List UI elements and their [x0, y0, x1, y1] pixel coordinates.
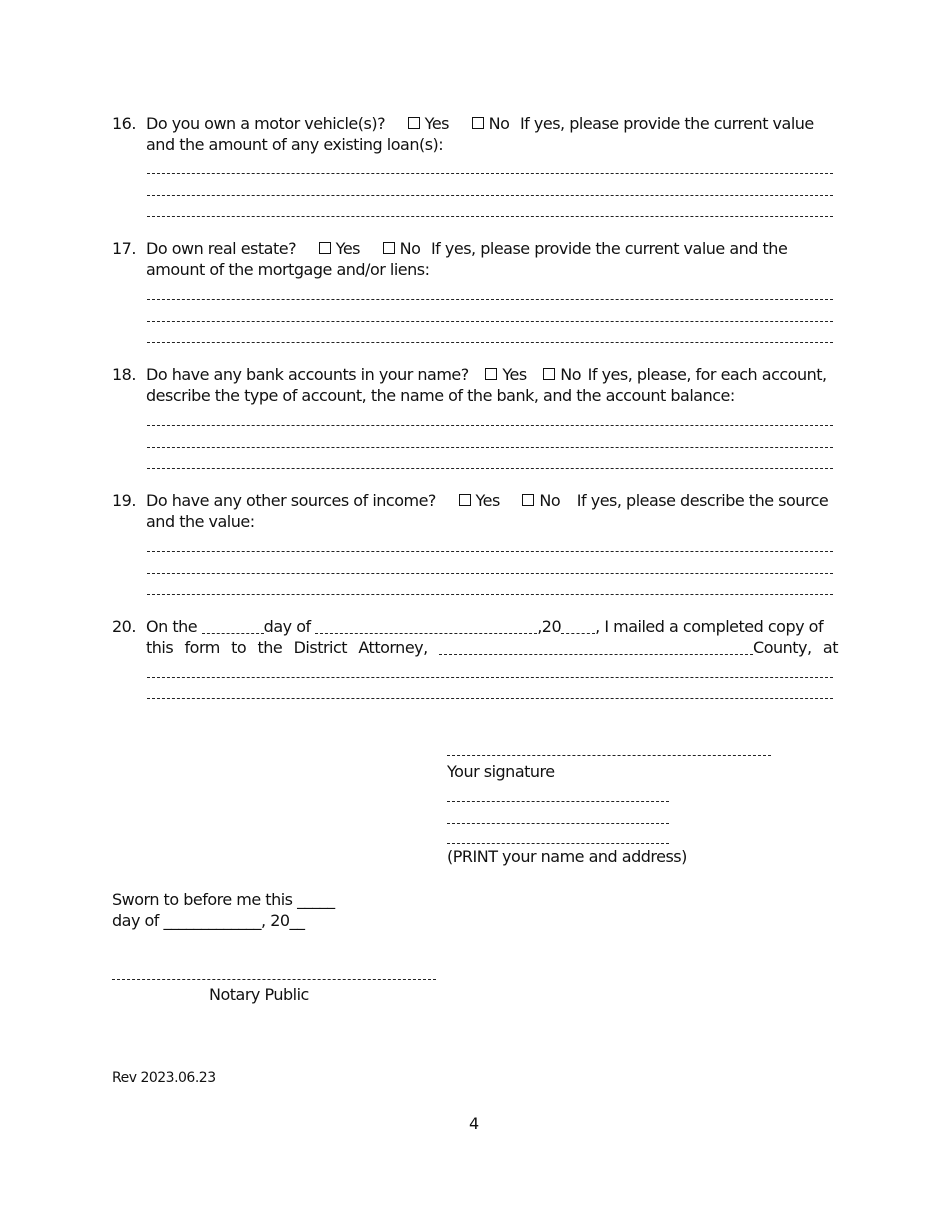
signature-line[interactable] [447, 755, 771, 756]
notary-signature-line[interactable] [112, 979, 436, 980]
month-blank[interactable] [315, 619, 537, 634]
print-name-address-label: (PRINT your name and address) [447, 847, 687, 866]
county-blank[interactable] [439, 640, 753, 655]
sworn-line-1: Sworn to before me this _____ [112, 890, 335, 909]
answer-line[interactable] [147, 447, 833, 448]
question-text-continued: describe the type of account, the name of the bank, and the account balance: [146, 386, 735, 405]
question-number: 20. [112, 617, 136, 636]
answer-line[interactable] [147, 342, 833, 343]
yes-checkbox[interactable]: Yes [485, 365, 526, 384]
question-number: 18. [112, 365, 136, 384]
question-prefix: Do you own a motor vehicle(s)? [146, 114, 386, 133]
year-blank[interactable] [561, 619, 595, 634]
answer-line[interactable] [147, 573, 833, 574]
yes-checkbox[interactable]: Yes [408, 114, 449, 133]
no-checkbox[interactable]: No [543, 365, 581, 384]
q20-on-the: On the [146, 617, 198, 636]
no-checkbox[interactable]: No [472, 114, 510, 133]
print-address-line[interactable] [447, 823, 669, 824]
print-address-line[interactable] [447, 843, 669, 844]
page-number: 4 [469, 1114, 479, 1133]
checkbox-square-icon[interactable] [459, 494, 471, 506]
question-text-continued: amount of the mortgage and/or liens: [146, 260, 430, 279]
answer-line[interactable] [147, 594, 833, 595]
answer-line[interactable] [147, 195, 833, 196]
checkbox-square-icon[interactable] [408, 117, 420, 129]
sworn-line-2: day of _____________, 20__ [112, 911, 305, 930]
notary-public-label: Notary Public [209, 985, 309, 1004]
question-text: If yes, please describe the source [576, 491, 829, 510]
print-name-line[interactable] [447, 801, 669, 802]
checkbox-square-icon[interactable] [383, 242, 395, 254]
no-checkbox[interactable]: No [522, 491, 560, 510]
question-text: If yes, please, for each account, [587, 365, 827, 384]
q20-at: at [822, 638, 838, 657]
answer-line[interactable] [147, 173, 833, 174]
checkbox-square-icon[interactable] [543, 368, 555, 380]
day-blank[interactable] [202, 619, 264, 634]
checkbox-square-icon[interactable] [522, 494, 534, 506]
answer-line[interactable] [147, 216, 833, 217]
answer-line[interactable] [147, 551, 833, 552]
answer-line[interactable] [147, 321, 833, 322]
yes-checkbox[interactable]: Yes [459, 491, 500, 510]
no-checkbox[interactable]: No [383, 239, 421, 258]
question-prefix: Do have any other sources of income? [146, 491, 436, 510]
question-prefix: Do own real estate? [146, 239, 297, 258]
your-signature-label: Your signature [447, 762, 555, 781]
q20-day-of: day of [263, 617, 311, 636]
answer-line[interactable] [147, 425, 833, 426]
question-prefix: Do have any bank accounts in your name? [146, 365, 469, 384]
yes-checkbox[interactable]: Yes [319, 239, 360, 258]
answer-line[interactable] [147, 468, 833, 469]
address-line[interactable] [147, 677, 833, 678]
answer-line[interactable] [147, 299, 833, 300]
q20-mailed-text: , I mailed a completed copy of [595, 617, 824, 636]
revision-label: Rev 2023.06.23 [112, 1070, 216, 1086]
question-text: If yes, please provide the current value and the [430, 239, 788, 258]
question-number: 19. [112, 491, 136, 510]
checkbox-square-icon[interactable] [485, 368, 497, 380]
address-line[interactable] [147, 698, 833, 699]
question-number: 17. [112, 239, 136, 258]
question-number: 16. [112, 114, 136, 133]
q20-line2: this form to the District Attorney, County, at [146, 638, 838, 657]
question-text-continued: and the amount of any existing loan(s): [146, 135, 444, 154]
question-text: If yes, please provide the current value [519, 114, 814, 133]
question-text-continued: and the value: [146, 512, 255, 531]
checkbox-square-icon[interactable] [319, 242, 331, 254]
q20-county: County, [753, 638, 812, 657]
checkbox-square-icon[interactable] [472, 117, 484, 129]
q20-year-prefix: ,20 [537, 617, 562, 636]
